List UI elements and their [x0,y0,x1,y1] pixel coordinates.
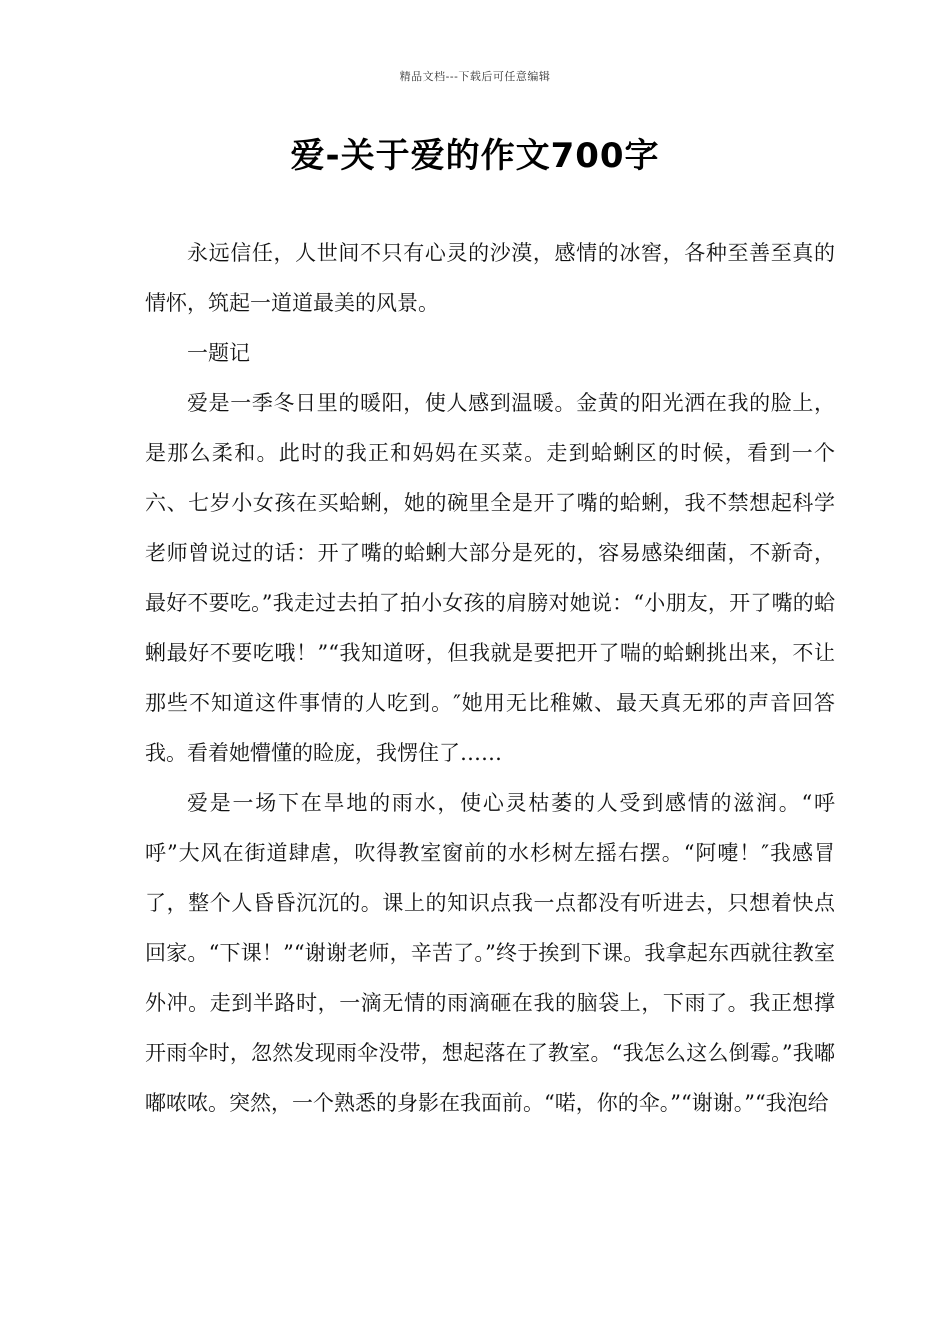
header-note: 精品文档---下载后可任意编辑 [399,70,551,83]
document-title: 爱-关于爱的作文700字 [290,136,660,176]
document-body [145,228,835,1128]
paragraph-epigraph: 一题记 [187,341,250,365]
paragraph-rain: 爱是一场下在旱地的雨水，使心灵枯萎的人受到感情的滋润。“呼呼”大风在街道肆虐，吹得教室窗前的水杉树左摇右摆。“阿嚏！″我感冒了，整个人昏昏沉沉的。课上的知识点我一点都没有听进去，只想着快点回家。“下课！”“谢谢老师，辛苦了。”终于挨到下课。我拿起东西就往教室外冲。走到半路时，一滴无情的雨滴砸在我的脑袋上，下雨了。我正想撑开雨伞时，忽然发现雨伞没带，想起落在了教室。“我怎么这么倒霉。”我嘟嘟哝哝。突然，一个熟悉的身影在我面前。“喏，你的伞。”“谢谢。”“我泡给 [145,791,835,1115]
paragraph-intro: 永远信任，人世间不只有心灵的沙漠，感情的冰窖，各种至善至真的情怀，筑起一道道最美的风景。 [145,241,835,315]
paragraph-winter-sun: 爱是一季冬日里的暖阳，使人感到温暖。金黄的阳光洒在我的脸上，是那么柔和。此时的我正和妈妈在买菜。走到蛤蜊区的时候，看到一个六、七岁小女孩在买蛤蜊，她的碗里全是开了嘴的蛤蜊，我不禁想起科学老师曾说过的话：开了嘴的蛤蜊大部分是死的，容易感染细菌，不新奇，最好不要吃。”我走过去拍了拍小女孩的肩膀对她说：“小朋友，开了嘴的蛤蜊最好不要吃哦！”“我知道呀，但我就是要把开了喘的蛤蜊挑出来，不让那些不知道这件事情的人吃到。″她用无比稚嫩、最天真无邪的声音回答我。看着她懵懂的睑庞，我愣住了…… [145,391,835,765]
